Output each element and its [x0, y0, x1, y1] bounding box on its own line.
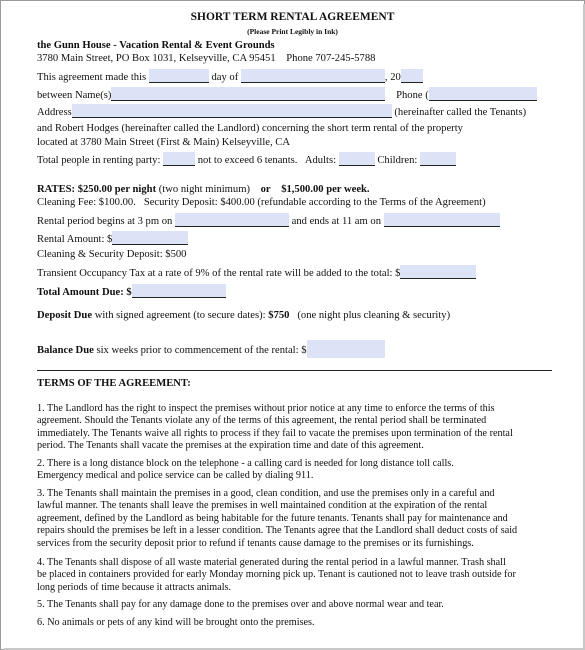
terms-heading: TERMS OF THE AGREEMENT: — [37, 378, 191, 389]
tenant-names-line: between Name(s) Phone ( — [37, 87, 537, 102]
total-due-line: Total Amount Due: $ — [37, 284, 226, 299]
term-3: 3. The Tenants shall maintain the premises in a good, clean condition, and use the premises only in a careful and lawful manner. The tenants shall leave the premises in well maintained condition at the expiration of the rental agreement, defined by the Landlord as being habitable for the future tenants. Tenants shall pay for maintenance and repairs should the premises be left in a lesser condition. The Tenants agree that the Landlord shall deduct costs of said services from the security deposit prior to refund if tenants cause damage to the premises or its furnishings. — [37, 488, 518, 549]
landlord-line-1: and Robert Hodges (hereinafter called the Landlord) concerning the short term rental of the property — [37, 123, 463, 134]
agreement-year-field[interactable] — [401, 69, 423, 83]
rental-amount-line: Rental Amount: $ — [37, 231, 188, 246]
total-people-field[interactable] — [163, 152, 195, 166]
landlord-line-2: located at 3780 Main Street (First & Main) Kelseyville, CA — [37, 137, 291, 148]
fees-line: Cleaning Fee: $100.00. Security Deposit: $400.00 (refundable according to the Terms of the Agreement) — [37, 197, 486, 208]
document-title: SHORT TERM RENTAL AGREEMENT — [190, 11, 395, 23]
deposit-due-line: Deposit Due with signed agreement (to secure dates): $750 (one night plus cleaning & security) — [37, 310, 451, 321]
tenant-address-field[interactable] — [72, 104, 392, 118]
rates-line: RATES: $250.00 per night (two night minimum) or $1,500.00 per week. — [37, 184, 370, 195]
document-subtitle: (Please Print Legibly in Ink) — [247, 27, 338, 36]
rental-amount-field[interactable] — [112, 231, 188, 245]
balance-due-line: Balance Due six weeks prior to commencement of the rental: $ — [37, 340, 385, 358]
rental-period-line: Rental period begins at 3 pm on and ends at 11 am on — [37, 213, 500, 228]
property-name: the Gunn House - Vacation Rental & Event Grounds — [37, 40, 275, 51]
agreement-month-field[interactable] — [241, 69, 385, 83]
party-size-line: Total people in renting party: not to exceed 6 tenants. Adults: Children: — [37, 152, 456, 167]
term-2: 2. There is a long distance block on the telephone - a calling card is needed for long distance toll calls. Emergency medical and police service can be called by dialing 911. — [37, 458, 454, 482]
period-start-field[interactable] — [175, 213, 289, 227]
cleaning-security-line: Cleaning & Security Deposit: $500 — [37, 249, 187, 260]
address-line: 3780 Main Street, PO Box 1031, Kelseyville, CA 95451 Phone 707-245-5788 — [37, 53, 376, 64]
tenant-address-line: Address (hereinafter called the Tenants) — [37, 104, 526, 119]
total-due-field[interactable] — [132, 284, 226, 298]
tot-line: Transient Occupancy Tax at a rate of 9% of the rental rate will be added to the total: $ — [37, 265, 476, 280]
adults-field[interactable] — [339, 152, 375, 166]
tenant-names-field[interactable] — [111, 87, 385, 101]
section-divider — [37, 370, 552, 371]
children-field[interactable] — [420, 152, 456, 166]
tot-amount-field[interactable] — [400, 265, 476, 279]
agreement-day-field[interactable] — [149, 69, 209, 83]
balance-due-field[interactable] — [307, 340, 385, 358]
term-4: 4. The Tenants shall dispose of all waste material generated during the rental period in a lawful manner. Trash shall be placed in containers provided for early Monday morning pick up. Tenant is cautioned not to leave trash outside for long periods of time because it attracts animals. — [37, 557, 516, 593]
agreement-date-line: This agreement made this day of , 20 — [37, 69, 423, 84]
term-1: 1. The Landlord has the right to inspect the premises without prior notice at any time to enforce the terms of this agreement. Should the Tenants violate any of the terms of this agreement, the rental period shall be terminated immediately. The Tenants waive all rights to process if they fail to vacate the premises upon termination of the rental period. The Tenants shall vacate the premises at the expiration time and date of this agreement. — [37, 403, 513, 452]
term-6: 6. No animals or pets of any kind will be brought onto the premises. — [37, 617, 315, 628]
period-end-field[interactable] — [384, 213, 500, 227]
tenant-phone-field[interactable] — [429, 87, 537, 101]
term-5: 5. The Tenants shall pay for any damage done to the premises over and above normal wear and tear. — [37, 599, 444, 610]
